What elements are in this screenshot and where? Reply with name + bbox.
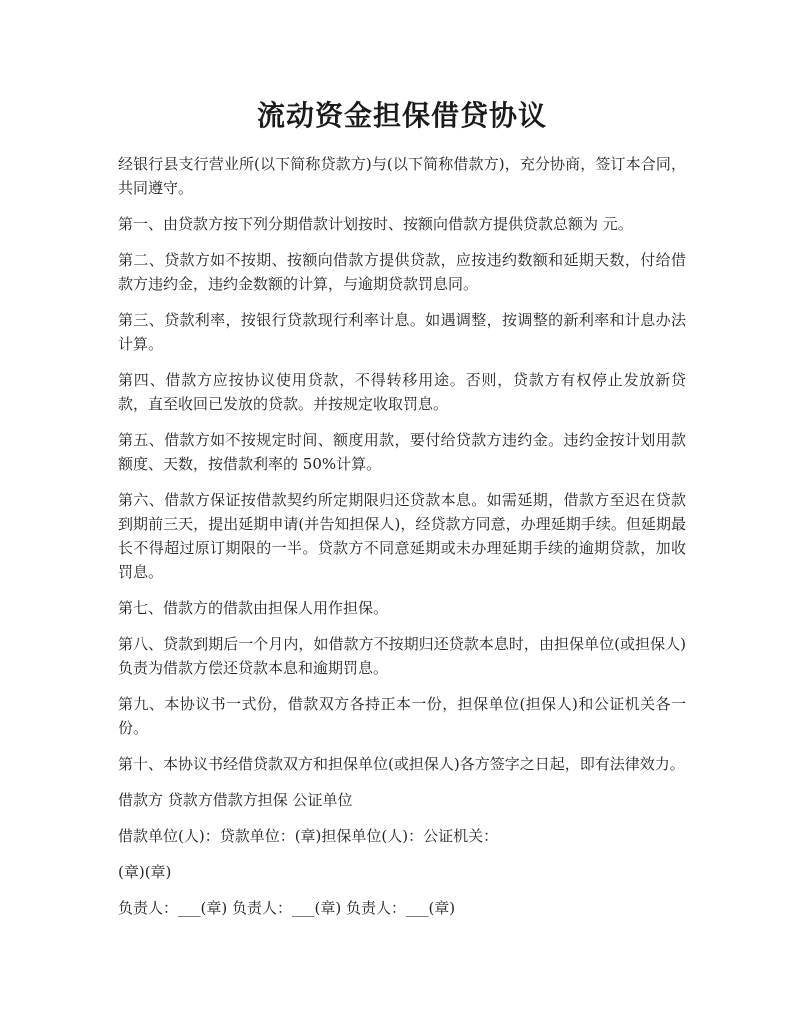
- signature-responsible: 负责人：___(章) 负责人：___(章) 负责人：___(章): [118, 899, 456, 917]
- clause-4: 第四、借款方应按协议使用贷款，不得转移用途。否则，贷款方有权停止发放新贷款，直至收回已发放的贷款。并按规定收取罚息。: [118, 371, 686, 413]
- clause-1: 第一、由贷款方按下列分期借款计划按时、按额向借款方提供贷款总额为 元。: [118, 215, 633, 233]
- signature-units: 借款单位(人)：贷款单位：(章)担保单位(人)：公证机关：: [118, 827, 499, 845]
- signature-seals: (章)(章): [118, 863, 172, 881]
- clause-9: 第九、本协议书一式份，借款双方各持正本一份，担保单位(担保人)和公证机关各一份。: [118, 695, 686, 737]
- clause-6: 第六、借款方保证按借款契约所定期限归还贷款本息。如需延期，借款方至迟在贷款到期前三天，提出延期申请(并告知担保人)，经贷款方同意，办理延期手续。但延期最长不得超过原订期限的一半。贷款方不同意延期或未办理延期手续的逾期贷款，加收罚息。: [118, 491, 686, 581]
- document-title: 流动资金担保借贷协议: [256, 99, 547, 132]
- clause-2: 第二、贷款方如不按期、按额向借款方提供贷款，应按违约数额和延期天数，付给借款方违约金，违约金数额的计算，与逾期贷款罚息同。: [118, 251, 686, 293]
- clause-8: 第八、贷款到期后一个月内，如借款方不按期归还贷款本息时，由担保单位(或担保人)负责为借款方偿还贷款本息和逾期罚息。: [118, 635, 686, 677]
- clause-7: 第七、借款方的借款由担保人用作担保。: [118, 599, 389, 617]
- intro-paragraph: 经银行县支行营业所(以下简称贷款方)与(以下简称借款方)，充分协商，签订本合同，共同遵守。: [118, 155, 686, 197]
- clause-5: 第五、借款方如不按规定时间、额度用款，要付给贷款方违约金。违约金按计划用款额度、天数，按借款利率的 50%计算。: [118, 431, 686, 473]
- clause-3: 第三、贷款利率，按银行贷款现行利率计息。如遇调整，按调整的新利率和计息办法计算。: [118, 311, 686, 353]
- clause-10: 第十、本协议书经借贷款双方和担保单位(或担保人)各方签字之日起，即有法律效力。: [118, 755, 685, 773]
- signature-parties: 借款方 贷款方借款方担保 公证单位: [118, 791, 353, 809]
